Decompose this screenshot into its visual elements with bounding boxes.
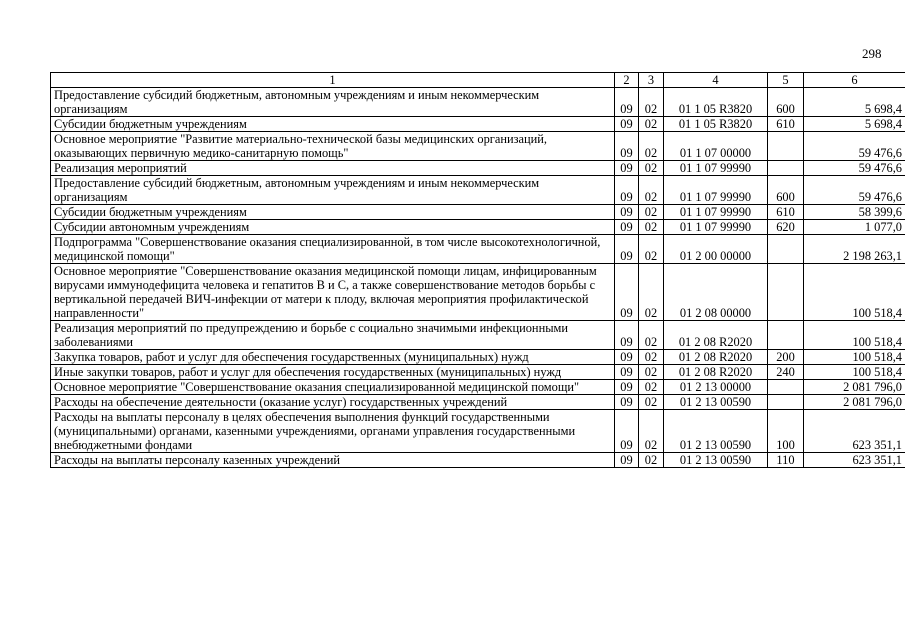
subsection-code-cell: 02 xyxy=(639,205,664,220)
expense-type-cell: 610 xyxy=(768,117,804,132)
expense-type-cell xyxy=(768,380,804,395)
target-article-cell: 01 2 08 00000 xyxy=(664,264,768,321)
expense-type-cell xyxy=(768,321,804,350)
section-code-cell: 09 xyxy=(615,410,639,453)
amount-cell: 623 351,1 xyxy=(804,453,905,468)
subsection-code-cell: 02 xyxy=(639,321,664,350)
subsection-code-cell: 02 xyxy=(639,395,664,410)
table-row xyxy=(51,453,905,468)
expense-type-cell xyxy=(768,264,804,321)
amount-cell: 5 698,4 xyxy=(804,88,905,117)
expense-type-cell: 100 xyxy=(768,410,804,453)
amount-cell: 100 518,4 xyxy=(804,321,905,350)
amount-cell: 100 518,4 xyxy=(804,365,905,380)
amount-cell: 2 081 796,0 xyxy=(804,395,905,410)
target-article-cell: 01 2 08 R2020 xyxy=(664,321,768,350)
header-cell: 6 xyxy=(804,73,905,88)
amount-cell: 2 081 796,0 xyxy=(804,380,905,395)
table-row xyxy=(51,321,905,350)
target-article-cell: 01 2 13 00000 xyxy=(664,380,768,395)
row-name-cell: Иные закупки товаров, работ и услуг для обеспечения государственных (муниципальных) нужд xyxy=(51,365,615,380)
section-code-cell: 09 xyxy=(615,88,639,117)
target-article-cell: 01 1 07 99990 xyxy=(664,161,768,176)
target-article-cell: 01 2 13 00590 xyxy=(664,395,768,410)
row-name-cell: Основное мероприятие "Совершенствование оказания медицинской помощи лицам, инфицированным вирусами иммунодефицита человека и гепатитов В и С, а также совершенствование методов борьбы с вертикальной передачей ВИЧ-инфекции от матери к плоду, включая мероприятия профилактической направленности" xyxy=(51,264,615,321)
expense-type-cell xyxy=(768,395,804,410)
expense-type-cell xyxy=(768,132,804,161)
expense-type-cell: 600 xyxy=(768,176,804,205)
section-code-cell: 09 xyxy=(615,161,639,176)
target-article-cell: 01 1 05 R3820 xyxy=(664,88,768,117)
amount-cell: 1 077,0 xyxy=(804,220,905,235)
section-code-cell: 09 xyxy=(615,176,639,205)
section-code-cell: 09 xyxy=(615,132,639,161)
amount-cell: 59 476,6 xyxy=(804,132,905,161)
header-cell: 2 xyxy=(615,73,639,88)
table-row xyxy=(51,132,905,161)
subsection-code-cell: 02 xyxy=(639,176,664,205)
table-row xyxy=(51,365,905,380)
target-article-cell: 01 2 00 00000 xyxy=(664,235,768,264)
amount-cell: 58 399,6 xyxy=(804,205,905,220)
expense-type-cell xyxy=(768,235,804,264)
subsection-code-cell: 02 xyxy=(639,117,664,132)
table-row xyxy=(51,410,905,453)
target-article-cell: 01 2 08 R2020 xyxy=(664,365,768,380)
amount-cell: 623 351,1 xyxy=(804,410,905,453)
expense-type-cell: 200 xyxy=(768,350,804,365)
section-code-cell: 09 xyxy=(615,264,639,321)
table-row xyxy=(51,176,905,205)
expense-type-cell: 110 xyxy=(768,453,804,468)
table-row xyxy=(51,350,905,365)
table-row xyxy=(51,264,905,321)
header-cell: 5 xyxy=(768,73,804,88)
row-name-cell: Реализация мероприятий по предупреждению и борьбе с социально значимыми инфекционными заболеваниями xyxy=(51,321,615,350)
table-row xyxy=(51,235,905,264)
header-cell: 4 xyxy=(664,73,768,88)
subsection-code-cell: 02 xyxy=(639,161,664,176)
expense-type-cell: 610 xyxy=(768,205,804,220)
section-code-cell: 09 xyxy=(615,220,639,235)
subsection-code-cell: 02 xyxy=(639,132,664,161)
row-name-cell: Предоставление субсидий бюджетным, автономным учреждениям и иным некоммерческим организациям xyxy=(51,176,615,205)
target-article-cell: 01 1 07 99990 xyxy=(664,220,768,235)
subsection-code-cell: 02 xyxy=(639,235,664,264)
amount-cell: 5 698,4 xyxy=(804,117,905,132)
target-article-cell: 01 1 07 00000 xyxy=(664,132,768,161)
section-code-cell: 09 xyxy=(615,365,639,380)
row-name-cell: Расходы на обеспечение деятельности (оказание услуг) государственных учреждений xyxy=(51,395,615,410)
target-article-cell: 01 1 07 99990 xyxy=(664,205,768,220)
table-row xyxy=(51,117,905,132)
header-cell: 1 xyxy=(51,73,615,88)
section-code-cell: 09 xyxy=(615,321,639,350)
subsection-code-cell: 02 xyxy=(639,88,664,117)
row-name-cell: Расходы на выплаты персоналу в целях обеспечения выполнения функций государственными (муниципальными) органами, казенными учреждениями, органами управления государственными внебюджетными фондами xyxy=(51,410,615,453)
amount-cell: 100 518,4 xyxy=(804,350,905,365)
expense-type-cell: 620 xyxy=(768,220,804,235)
row-name-cell: Расходы на выплаты персоналу казенных учреждений xyxy=(51,453,615,468)
section-code-cell: 09 xyxy=(615,350,639,365)
table-row xyxy=(51,380,905,395)
target-article-cell: 01 1 07 99990 xyxy=(664,176,768,205)
subsection-code-cell: 02 xyxy=(639,453,664,468)
table-row xyxy=(51,161,905,176)
table-body xyxy=(51,88,905,468)
subsection-code-cell: 02 xyxy=(639,220,664,235)
subsection-code-cell: 02 xyxy=(639,410,664,453)
subsection-code-cell: 02 xyxy=(639,350,664,365)
target-article-cell: 01 1 05 R3820 xyxy=(664,117,768,132)
table-row xyxy=(51,395,905,410)
amount-cell: 2 198 263,1 xyxy=(804,235,905,264)
header-row xyxy=(51,73,905,88)
table-row xyxy=(51,220,905,235)
row-name-cell: Реализация мероприятий xyxy=(51,161,615,176)
row-name-cell: Основное мероприятие "Развитие материально-технической базы медицинских организаций, оказывающих первичную медико-санитарную помощь" xyxy=(51,132,615,161)
row-name-cell: Субсидии автономным учреждениям xyxy=(51,220,615,235)
section-code-cell: 09 xyxy=(615,117,639,132)
section-code-cell: 09 xyxy=(615,380,639,395)
row-name-cell: Основное мероприятие "Совершенствование оказания специализированной медицинской помощи" xyxy=(51,380,615,395)
subsection-code-cell: 02 xyxy=(639,365,664,380)
table-row xyxy=(51,205,905,220)
subsection-code-cell: 02 xyxy=(639,380,664,395)
target-article-cell: 01 2 13 00590 xyxy=(664,453,768,468)
target-article-cell: 01 2 08 R2020 xyxy=(664,350,768,365)
amount-cell: 59 476,6 xyxy=(804,176,905,205)
header-cell: 3 xyxy=(639,73,664,88)
page-number: 298 xyxy=(862,46,882,61)
table-row xyxy=(51,88,905,117)
section-code-cell: 09 xyxy=(615,395,639,410)
expense-type-cell: 600 xyxy=(768,88,804,117)
amount-cell: 59 476,6 xyxy=(804,161,905,176)
expense-type-cell xyxy=(768,161,804,176)
amount-cell: 100 518,4 xyxy=(804,264,905,321)
section-code-cell: 09 xyxy=(615,453,639,468)
row-name-cell: Закупка товаров, работ и услуг для обеспечения государственных (муниципальных) нужд xyxy=(51,350,615,365)
target-article-cell: 01 2 13 00590 xyxy=(664,410,768,453)
section-code-cell: 09 xyxy=(615,205,639,220)
expense-type-cell: 240 xyxy=(768,365,804,380)
row-name-cell: Субсидии бюджетным учреждениям xyxy=(51,117,615,132)
section-code-cell: 09 xyxy=(615,235,639,264)
row-name-cell: Предоставление субсидий бюджетным, автономным учреждениям и иным некоммерческим организациям xyxy=(51,88,615,117)
subsection-code-cell: 02 xyxy=(639,264,664,321)
budget-table xyxy=(50,72,905,468)
row-name-cell: Подпрограмма "Совершенствование оказания специализированной, в том числе высокотехнологичной, медицинской помощи" xyxy=(51,235,615,264)
row-name-cell: Субсидии бюджетным учреждениям xyxy=(51,205,615,220)
